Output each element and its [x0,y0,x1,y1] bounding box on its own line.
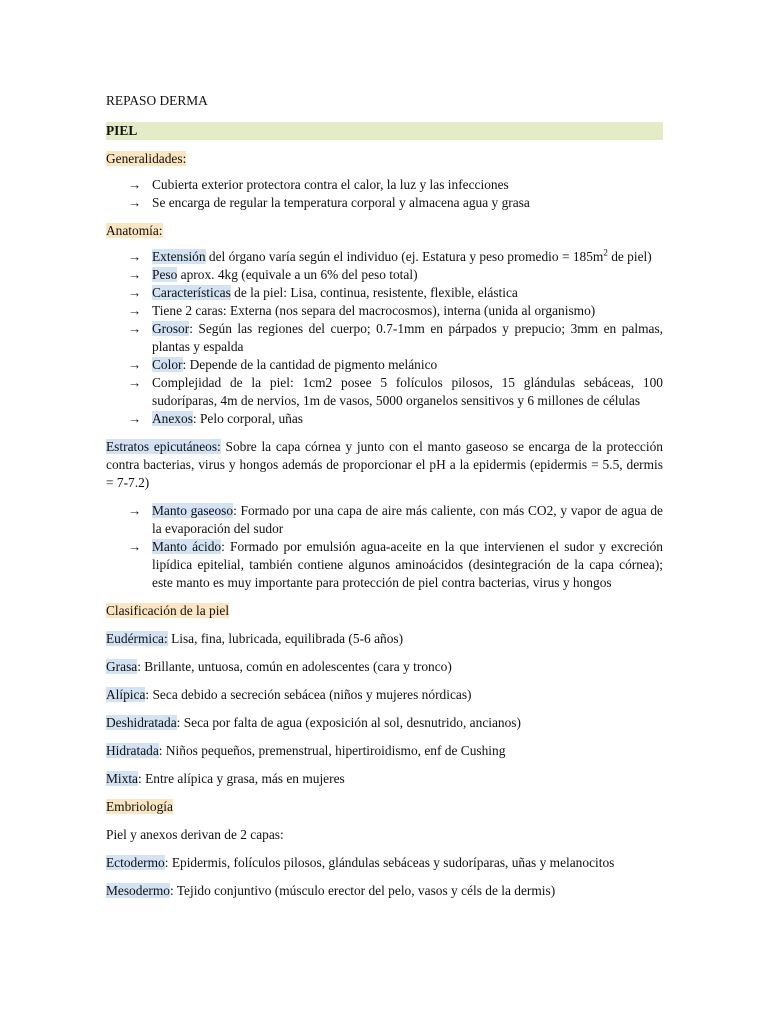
term-alipica: Alípica [106,687,146,702]
list-item [106,248,663,266]
term-manto-acido: Manto ácido [152,539,222,554]
heading-generalidades [106,150,663,168]
list-item-text: : Formado por una capa de aire más caliente, con más CO2, y vapor de agua de la evaporación del sudor [152,503,663,536]
list-item [106,176,663,194]
term-estratos: Estratos epicutáneos: [106,439,221,454]
list-item-text: Se encarga de regular la temperatura corporal y almacena agua y grasa [152,195,530,210]
term-eudermica: Eudérmica: [106,631,168,646]
term-deshidratada: Deshidratada [106,715,177,730]
term-caracteristicas: Características [152,285,231,300]
list-item [106,410,663,428]
paragraph-text: Sobre la capa córnea y junto con el manto gaseoso se encarga de la protección contra bacterias, virus y hongos además de proporcionar el pH a la epidermis (epidermis = 5.5, dermis = 7-7.2) [106,439,663,490]
list-estratos [106,502,663,592]
arrow-icon: → [128,503,142,518]
heading-embriologia [106,798,663,816]
list-item [106,194,663,212]
layer-ectodermo [106,854,663,872]
arrow-icon: → [128,249,142,264]
skin-type-hidratada [106,742,663,760]
superscript: 2 [603,247,608,258]
arrow-icon: → [128,357,142,372]
highlight-generalidades: Generalidades: [106,151,187,166]
document-title: REPASO DERMA [106,93,208,108]
list-item [106,266,663,284]
term-color: Color [152,357,183,372]
term-ectodermo: Ectodermo [106,855,165,870]
paragraph-text: : Epidermis, folículos pilosos, glándulas sebáceas y sudoríparas, uñas y melanocitos [164,855,615,870]
list-item [106,302,663,320]
arrow-icon: → [128,375,142,390]
heading-clasificacion [106,602,663,620]
skin-type-grasa [106,658,663,676]
list-item-text: aprox. 4kg (equivale a un 6% del peso total) [177,267,418,282]
paragraph-text: : Seca debido a secreción sebácea (niños y mujeres nórdicas) [145,687,472,702]
list-item-text: de piel) [607,249,652,264]
list-item [106,538,663,592]
skin-type-euderma [106,630,663,648]
list-item-text: Complejidad de la piel: 1cm2 posee 5 folículos pilosos, 15 glándulas sebáceas, 100 sudoríparas, 4m de nervios, 1m de vasos, 5000 organelos sensitivos y 6 millones de células [152,375,663,408]
list-item-text: del órgano varía según el individuo (ej. Estatura y peso promedio = 185m [205,249,604,264]
term-grosor: Grosor [152,321,190,336]
heading-anatomia [106,222,663,240]
list-item-text: Cubierta exterior protectora contra el calor, la luz y las infecciones [152,177,509,192]
highlight-embriologia: Embriología [106,799,173,814]
skin-type-mixta [106,770,663,788]
term-peso: Peso [152,267,178,282]
arrow-icon: → [128,539,142,554]
list-item [106,502,663,538]
list-item [106,374,663,410]
arrow-icon: → [128,321,142,336]
paragraph-text: : Seca por falta de agua (exposición al sol, desnutrido, ancianos) [176,715,521,730]
term-manto-gaseoso: Manto gaseoso [152,503,234,518]
arrow-icon: → [128,411,142,426]
paragraph-text: Lisa, fina, lubricada, equilibrada (5-6 años) [167,631,404,646]
list-anatomia [106,248,663,428]
arrow-icon: → [128,195,142,210]
arrow-icon: → [128,303,142,318]
skin-type-alipica [106,686,663,704]
list-item [106,320,663,356]
paragraph-embriologia-intro: Piel y anexos derivan de 2 capas: [106,827,284,842]
section-bar-piel: PIEL [106,122,663,140]
list-item-text: : Depende de la cantidad de pigmento melánico [182,357,438,372]
paragraph-text: : Entre alípica y grasa, más en mujeres [138,771,345,786]
document-content [106,92,663,910]
list-item-text: : Pelo corporal, uñas [192,411,303,426]
arrow-icon: → [128,177,142,192]
paragraph-text: : Tejido conjuntivo (músculo erector del pelo, vasos y céls de la dermis) [169,883,556,898]
list-item [106,284,663,302]
arrow-icon: → [128,285,142,300]
term-hidratada: Hidratada [106,743,159,758]
list-item-text: de la piel: Lisa, continua, resistente, flexible, elástica [230,285,518,300]
term-mesodermo: Mesodermo [106,883,170,898]
term-mixta: Mixta [106,771,138,786]
list-item-text: : Formado por emulsión agua-aceite en la que intervienen el sudor y excreción lipídica epitelial, también contiene algunos aminoácidos (desintegración de la capa córnea); este manto es muy importante para protección de piel contra bacterias, virus y hongos [152,539,663,590]
skin-type-deshidratada [106,714,663,732]
list-generalidades [106,176,663,212]
term-anexos: Anexos [152,411,193,426]
list-item-text: : Según las regiones del cuerpo; 0.7-1mm en párpados y prepucio; 3mm en palmas, plantas y espalda [152,321,663,354]
highlight-clasificacion: Clasificación de la piel [106,603,230,618]
paragraph-text: : Brillante, untuosa, común en adolescentes (cara y tronco) [137,659,452,674]
paragraph-text: : Niños pequeños, premenstrual, hipertiroidismo, enf de Cushing [158,743,506,758]
term-extension: Extensión [152,249,206,264]
term-grasa: Grasa [106,659,138,674]
list-item [106,356,663,374]
list-item-text: Tiene 2 caras: Externa (nos separa del macrocosmos), interna (unida al organismo) [152,303,596,318]
layer-mesodermo [106,882,663,900]
highlight-anatomia: Anatomía: [106,223,163,238]
arrow-icon: → [128,267,142,282]
paragraph-estratos [106,438,663,492]
